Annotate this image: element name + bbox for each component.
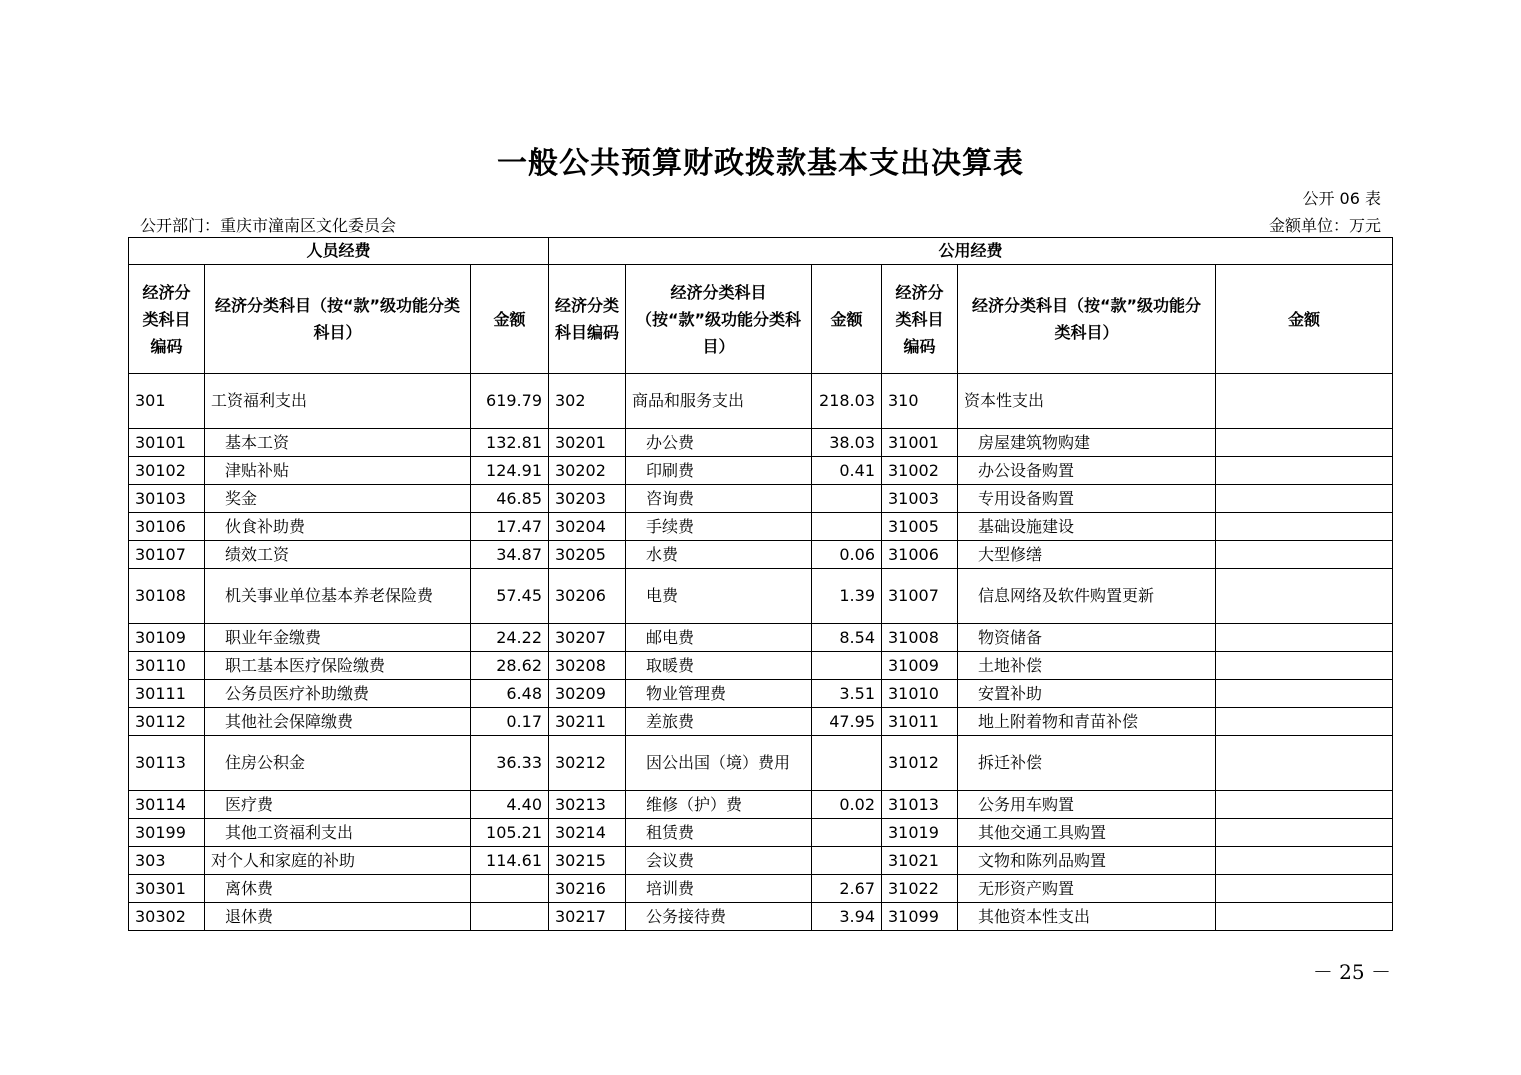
table-number: 公开 06 表 [1302, 189, 1381, 208]
amount-cell [1216, 875, 1393, 903]
table-row [129, 736, 1393, 791]
table-row [129, 457, 1393, 485]
group-header-public: 公用经费 [549, 238, 1393, 265]
col-header-name: 经济分类科目（按“款”级功能分类科目） [205, 265, 471, 374]
amount-cell: 47.95 [812, 708, 882, 736]
code-cell: 30111 [129, 680, 205, 708]
col-header-name: 经济分类科目（按“款”级功能分类科目） [626, 265, 812, 374]
amount-cell [1216, 652, 1393, 680]
code-cell: 30101 [129, 429, 205, 457]
page-number: － 25 － [1312, 960, 1391, 984]
code-cell: 31008 [882, 624, 958, 652]
amount-cell [812, 819, 882, 847]
code-cell: 30106 [129, 513, 205, 541]
col-header-amount: 金额 [471, 265, 549, 374]
name-cell: 信息网络及软件购置更新 [958, 569, 1216, 624]
amount-cell [812, 736, 882, 791]
code-cell: 30201 [549, 429, 626, 457]
name-cell: 退休费 [205, 903, 471, 931]
table-row [129, 569, 1393, 624]
code-cell: 303 [129, 847, 205, 875]
table-row [129, 903, 1393, 931]
col-header-name: 经济分类科目（按“款”级功能分类科目） [958, 265, 1216, 374]
code-cell: 31002 [882, 457, 958, 485]
code-cell: 30207 [549, 624, 626, 652]
amount-cell [1216, 708, 1393, 736]
amount-cell [1216, 457, 1393, 485]
code-cell: 30205 [549, 541, 626, 569]
amount-cell: 218.03 [812, 374, 882, 429]
table-row [129, 485, 1393, 513]
name-cell: 无形资产购置 [958, 875, 1216, 903]
name-cell: 房屋建筑物购建 [958, 429, 1216, 457]
amount-cell: 0.06 [812, 541, 882, 569]
code-cell: 31012 [882, 736, 958, 791]
code-cell: 30209 [549, 680, 626, 708]
code-cell: 30202 [549, 457, 626, 485]
amount-cell: 0.17 [471, 708, 549, 736]
name-cell: 公务用车购置 [958, 791, 1216, 819]
code-cell: 30108 [129, 569, 205, 624]
table-row [129, 541, 1393, 569]
name-cell: 基础设施建设 [958, 513, 1216, 541]
amount-cell: 1.39 [812, 569, 882, 624]
amount-cell: 34.87 [471, 541, 549, 569]
name-cell: 资本性支出 [958, 374, 1216, 429]
code-cell: 30212 [549, 736, 626, 791]
code-cell: 30110 [129, 652, 205, 680]
amount-cell [1216, 429, 1393, 457]
col-header-code: 经济分类科目编码 [129, 265, 205, 374]
code-cell: 31011 [882, 708, 958, 736]
amount-cell: 57.45 [471, 569, 549, 624]
amount-cell: 132.81 [471, 429, 549, 457]
name-cell: 大型修缮 [958, 541, 1216, 569]
amount-cell: 36.33 [471, 736, 549, 791]
name-cell: 取暖费 [626, 652, 812, 680]
name-cell: 文物和陈列品购置 [958, 847, 1216, 875]
name-cell: 差旅费 [626, 708, 812, 736]
name-cell: 拆迁补偿 [958, 736, 1216, 791]
code-cell: 30206 [549, 569, 626, 624]
code-cell: 30216 [549, 875, 626, 903]
code-cell: 30112 [129, 708, 205, 736]
table-row [129, 374, 1393, 429]
expenditure-table [128, 237, 1393, 931]
table-row [129, 875, 1393, 903]
amount-cell: 3.51 [812, 680, 882, 708]
amount-cell: 28.62 [471, 652, 549, 680]
name-cell: 公务员医疗补助缴费 [205, 680, 471, 708]
code-cell: 31003 [882, 485, 958, 513]
table-row [129, 708, 1393, 736]
name-cell: 会议费 [626, 847, 812, 875]
table-row [129, 513, 1393, 541]
code-cell: 31019 [882, 819, 958, 847]
name-cell: 邮电费 [626, 624, 812, 652]
name-cell: 电费 [626, 569, 812, 624]
name-cell: 地上附着物和青苗补偿 [958, 708, 1216, 736]
name-cell: 医疗费 [205, 791, 471, 819]
amount-cell: 114.61 [471, 847, 549, 875]
amount-cell [1216, 541, 1393, 569]
code-cell: 30213 [549, 791, 626, 819]
name-cell: 印刷费 [626, 457, 812, 485]
code-cell: 30214 [549, 819, 626, 847]
code-cell: 30204 [549, 513, 626, 541]
name-cell: 咨询费 [626, 485, 812, 513]
name-cell: 维修（护）费 [626, 791, 812, 819]
name-cell: 离休费 [205, 875, 471, 903]
code-cell: 30102 [129, 457, 205, 485]
name-cell: 手续费 [626, 513, 812, 541]
amount-cell: 3.94 [812, 903, 882, 931]
code-cell: 31006 [882, 541, 958, 569]
name-cell: 水费 [626, 541, 812, 569]
name-cell: 机关事业单位基本养老保险费 [205, 569, 471, 624]
amount-cell: 124.91 [471, 457, 549, 485]
col-header-amount: 金额 [812, 265, 882, 374]
name-cell: 专用设备购置 [958, 485, 1216, 513]
amount-cell: 24.22 [471, 624, 549, 652]
code-cell: 30113 [129, 736, 205, 791]
amount-cell: 0.02 [812, 791, 882, 819]
code-cell: 31005 [882, 513, 958, 541]
amount-cell: 17.47 [471, 513, 549, 541]
code-cell: 31010 [882, 680, 958, 708]
amount-cell [1216, 819, 1393, 847]
amount-cell: 2.67 [812, 875, 882, 903]
name-cell: 其他工资福利支出 [205, 819, 471, 847]
name-cell: 培训费 [626, 875, 812, 903]
page-title: 一般公共预算财政拨款基本支出决算表 [497, 146, 1024, 181]
amount-cell: 4.40 [471, 791, 549, 819]
name-cell: 绩效工资 [205, 541, 471, 569]
amount-cell [812, 652, 882, 680]
amount-cell [812, 847, 882, 875]
name-cell: 办公设备购置 [958, 457, 1216, 485]
amount-cell [1216, 569, 1393, 624]
unit-label: 金额单位：万元 [1268, 216, 1381, 235]
name-cell: 基本工资 [205, 429, 471, 457]
code-cell: 31009 [882, 652, 958, 680]
amount-cell [471, 903, 549, 931]
amount-cell: 6.48 [471, 680, 549, 708]
amount-cell: 105.21 [471, 819, 549, 847]
code-cell: 302 [549, 374, 626, 429]
amount-cell [1216, 624, 1393, 652]
amount-cell: 619.79 [471, 374, 549, 429]
name-cell: 物业管理费 [626, 680, 812, 708]
name-cell: 职工基本医疗保险缴费 [205, 652, 471, 680]
amount-cell: 0.41 [812, 457, 882, 485]
code-cell: 31099 [882, 903, 958, 931]
code-cell: 301 [129, 374, 205, 429]
amount-cell [812, 485, 882, 513]
name-cell: 对个人和家庭的补助 [205, 847, 471, 875]
col-header-code: 经济分类科目编码 [882, 265, 958, 374]
name-cell: 安置补助 [958, 680, 1216, 708]
code-cell: 31001 [882, 429, 958, 457]
name-cell: 公务接待费 [626, 903, 812, 931]
table-row [129, 847, 1393, 875]
code-cell: 30301 [129, 875, 205, 903]
name-cell: 其他社会保障缴费 [205, 708, 471, 736]
name-cell: 土地补偿 [958, 652, 1216, 680]
code-cell: 30103 [129, 485, 205, 513]
name-cell: 职业年金缴费 [205, 624, 471, 652]
table-row [129, 652, 1393, 680]
amount-cell: 38.03 [812, 429, 882, 457]
code-cell: 31022 [882, 875, 958, 903]
code-cell: 30203 [549, 485, 626, 513]
department-label: 公开部门：重庆市潼南区文化委员会 [140, 216, 397, 235]
amount-cell [471, 875, 549, 903]
code-cell: 31007 [882, 569, 958, 624]
code-cell: 30109 [129, 624, 205, 652]
code-cell: 30211 [549, 708, 626, 736]
col-header-code: 经济分类科目编码 [549, 265, 626, 374]
col-header-amount: 金额 [1216, 265, 1393, 374]
name-cell: 租赁费 [626, 819, 812, 847]
amount-cell [1216, 847, 1393, 875]
name-cell: 因公出国（境）费用 [626, 736, 812, 791]
code-cell: 30302 [129, 903, 205, 931]
table-row [129, 819, 1393, 847]
code-cell: 30208 [549, 652, 626, 680]
code-cell: 310 [882, 374, 958, 429]
code-cell: 30199 [129, 819, 205, 847]
amount-cell [1216, 736, 1393, 791]
amount-cell [1216, 791, 1393, 819]
name-cell: 其他资本性支出 [958, 903, 1216, 931]
amount-cell [812, 513, 882, 541]
table-row [129, 680, 1393, 708]
name-cell: 津贴补贴 [205, 457, 471, 485]
name-cell: 商品和服务支出 [626, 374, 812, 429]
code-cell: 31021 [882, 847, 958, 875]
name-cell: 伙食补助费 [205, 513, 471, 541]
name-cell: 奖金 [205, 485, 471, 513]
group-header-personnel: 人员经费 [129, 238, 549, 265]
table-row [129, 791, 1393, 819]
amount-cell [1216, 485, 1393, 513]
code-cell: 30107 [129, 541, 205, 569]
code-cell: 31013 [882, 791, 958, 819]
amount-cell [1216, 680, 1393, 708]
name-cell: 工资福利支出 [205, 374, 471, 429]
name-cell: 其他交通工具购置 [958, 819, 1216, 847]
code-cell: 30217 [549, 903, 626, 931]
amount-cell: 46.85 [471, 485, 549, 513]
name-cell: 物资储备 [958, 624, 1216, 652]
name-cell: 办公费 [626, 429, 812, 457]
code-cell: 30114 [129, 791, 205, 819]
code-cell: 30215 [549, 847, 626, 875]
amount-cell [1216, 513, 1393, 541]
table-row [129, 429, 1393, 457]
table-row [129, 624, 1393, 652]
name-cell: 住房公积金 [205, 736, 471, 791]
table-body [129, 374, 1393, 931]
amount-cell: 8.54 [812, 624, 882, 652]
amount-cell [1216, 903, 1393, 931]
amount-cell [1216, 374, 1393, 429]
